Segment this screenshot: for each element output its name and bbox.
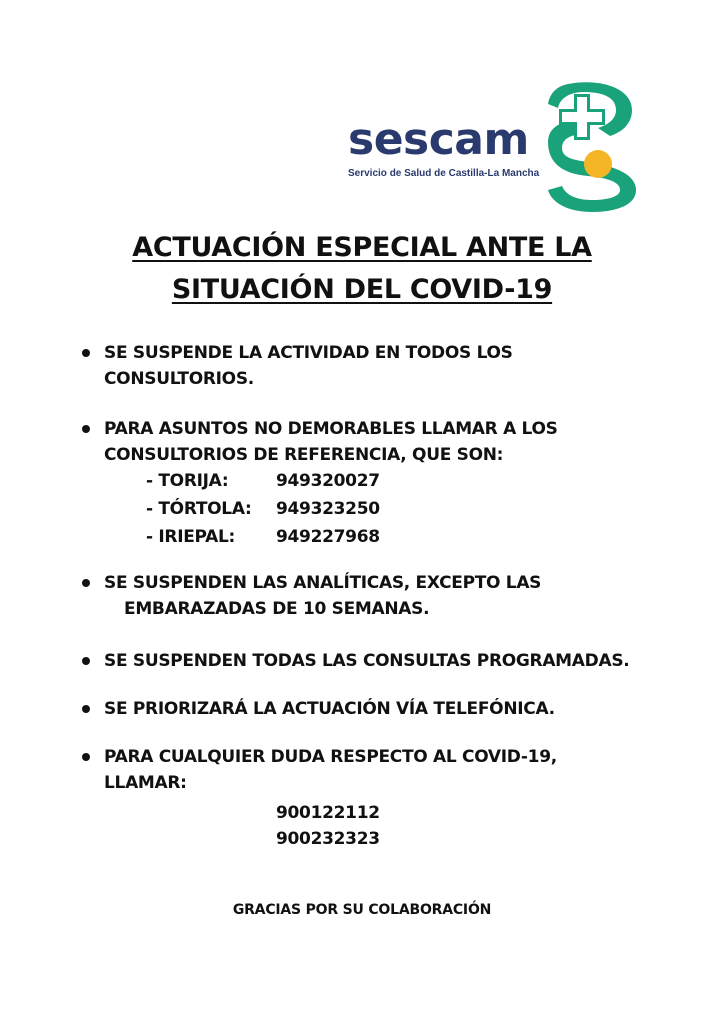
contact-name: - IRIEPAL:: [146, 527, 236, 547]
bullet-line: PARA ASUNTOS NO DEMORABLES LLAMAR A LOS: [104, 419, 558, 439]
bullet-line: SE PRIORIZARÁ LA ACTUACIÓN VÍA TELEFÓNICA.: [104, 699, 555, 719]
bullet-line: PARA CUALQUIER DUDA RESPECTO AL COVID-19,: [104, 747, 557, 767]
bullet-line: CONSULTORIOS DE REFERENCIA, QUE SON:: [104, 445, 504, 465]
logo-wordmark: sescam: [348, 114, 529, 165]
title-line-1: ACTUACIÓN ESPECIAL ANTE LA: [132, 232, 592, 263]
bullet-line: CONSULTORIOS.: [104, 369, 254, 389]
bullet-line: SE SUSPENDEN TODAS LAS CONSULTAS PROGRAMADAS.: [104, 651, 630, 671]
bullet-dot-icon: [82, 349, 90, 357]
contact-name: - TÓRTOLA:: [146, 499, 252, 519]
contact-phone: 949227968: [276, 527, 380, 547]
bullet-line: EMBARAZADAS DE 10 SEMANAS.: [124, 599, 430, 619]
helpline-number: 900122112: [276, 803, 380, 823]
contact-phone: 949320027: [276, 471, 380, 491]
bullet-dot-icon: [82, 753, 90, 761]
sescam-cross-s-logo-icon: [540, 78, 640, 213]
helpline-number: 900232323: [276, 829, 380, 849]
bullet-dot-icon: [82, 425, 90, 433]
bullet-dot-icon: [82, 705, 90, 713]
bullet-line: SE SUSPENDE LA ACTIVIDAD EN TODOS LOS: [104, 343, 513, 363]
footer-thanks: GRACIAS POR SU COLABORACIÓN: [232, 902, 492, 918]
bullet-dot-icon: [82, 657, 90, 665]
page-title: [0, 227, 724, 311]
contact-phone: 949323250: [276, 499, 380, 519]
bullet-line: LLAMAR:: [104, 773, 187, 793]
logo-subtitle: Servicio de Salud de Castilla-La Mancha: [348, 168, 540, 179]
bullet-line: SE SUSPENDEN LAS ANALÍTICAS, EXCEPTO LAS: [104, 573, 542, 593]
title-line-2: SITUACIÓN DEL COVID-19: [171, 274, 553, 305]
bullet-dot-icon: [82, 579, 90, 587]
contact-name: - TORIJA:: [146, 471, 229, 491]
sescam-logo: [340, 78, 640, 213]
